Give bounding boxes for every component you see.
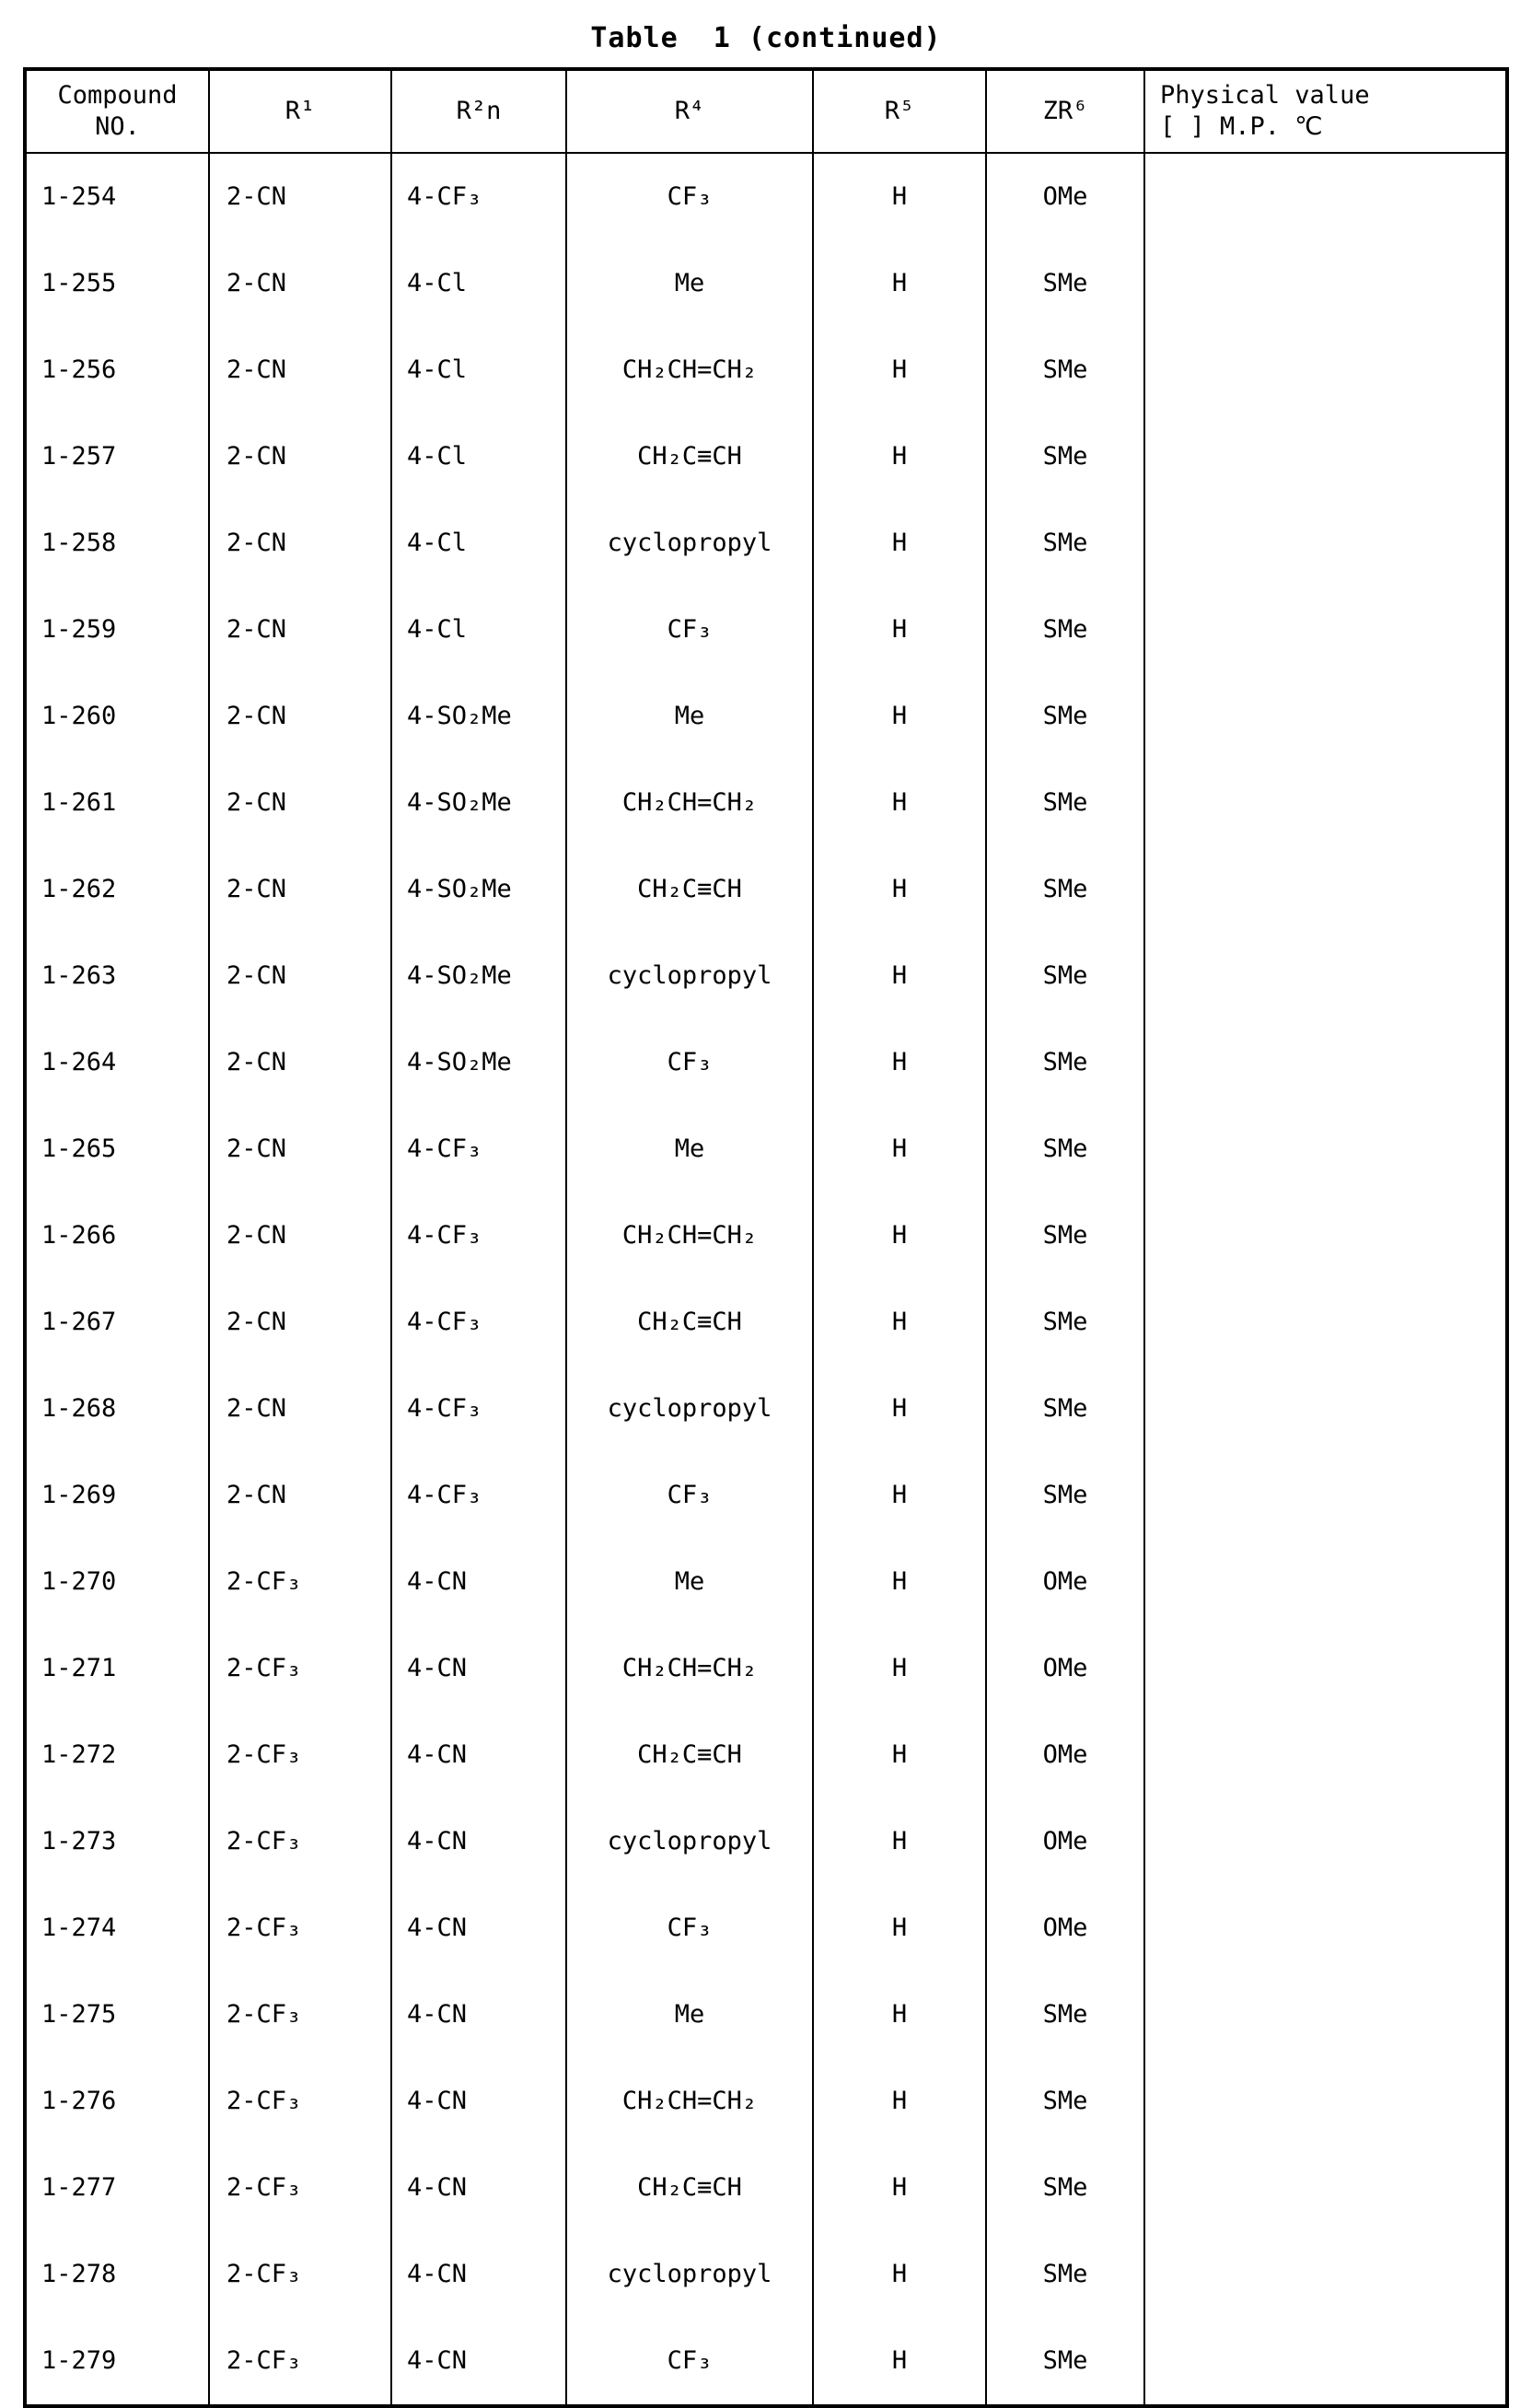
table-row: [25, 1798, 1507, 1885]
header-compound-no: Compound NO.: [25, 69, 209, 153]
r1-cell: 2-CF₃: [209, 1885, 391, 1972]
table-row: [25, 1019, 1507, 1106]
r2n-cell: 4-SO₂Me: [391, 760, 566, 846]
compound-no-cell: 1-273: [41, 1827, 117, 1856]
r1-cell: 2-CN: [209, 153, 391, 240]
r5-cell: H: [813, 500, 986, 587]
r2n-cell: 4-CF₃: [391, 1192, 566, 1279]
r2n-cell: 4-CF₃: [391, 1452, 566, 1539]
r2n-cell: 4-SO₂Me: [391, 933, 566, 1019]
zr6-cell: SMe: [986, 933, 1144, 1019]
r5-cell: H: [813, 1452, 986, 1539]
compound-no-cell: 1-259: [41, 615, 117, 645]
r4-cell: Me: [566, 240, 813, 327]
r5-cell: H: [813, 673, 986, 760]
r2n-cell: 4-CF₃: [391, 153, 566, 240]
table-row: [25, 1972, 1507, 2058]
compound-no-cell: 1-278: [41, 2260, 117, 2289]
zr6-cell: SMe: [986, 673, 1144, 760]
r2n-cell: 4-CF₃: [391, 1106, 566, 1192]
table-row: [25, 2058, 1507, 2145]
r5-cell: H: [813, 587, 986, 673]
header-r4: R⁴: [566, 69, 813, 153]
table-row: [25, 673, 1507, 760]
r2n-cell: 4-CN: [391, 1798, 566, 1885]
r1-cell: 2-CN: [209, 413, 391, 500]
zr6-cell: SMe: [986, 2145, 1144, 2231]
zr6-cell: SMe: [986, 1106, 1144, 1192]
r5-cell: H: [813, 760, 986, 846]
r4-cell: CH₂C≡CH: [566, 846, 813, 933]
r1-cell: 2-CF₃: [209, 1539, 391, 1625]
compound-table: [23, 67, 1509, 2408]
r5-cell: H: [813, 1366, 986, 1452]
r1-cell: 2-CF₃: [209, 1798, 391, 1885]
table-row: [25, 1452, 1507, 1539]
r2n-cell: 4-Cl: [391, 413, 566, 500]
physical-value-cell: [1144, 1625, 1507, 1712]
r1-cell: 2-CN: [209, 1106, 391, 1192]
zr6-cell: OMe: [986, 1712, 1144, 1798]
r1-cell: 2-CN: [209, 933, 391, 1019]
table-row: [25, 2145, 1507, 2231]
r1-cell: 2-CN: [209, 760, 391, 846]
compound-no-cell: 1-275: [41, 2000, 117, 2030]
physical-value-cell: [1144, 2231, 1507, 2318]
r1-cell: 2-CF₃: [209, 2318, 391, 2406]
r4-cell: CF₃: [566, 1885, 813, 1972]
compound-no-cell: 1-260: [41, 702, 117, 731]
zr6-cell: SMe: [986, 1972, 1144, 2058]
table-row: [25, 1539, 1507, 1625]
header-physical-value: Physical value [ ] M.P. ℃: [1144, 69, 1507, 153]
r5-cell: H: [813, 1885, 986, 1972]
zr6-cell: SMe: [986, 500, 1144, 587]
table-row: [25, 1106, 1507, 1192]
r4-cell: Me: [566, 1972, 813, 2058]
r4-cell: Me: [566, 1106, 813, 1192]
r1-cell: 2-CN: [209, 327, 391, 413]
r5-cell: H: [813, 846, 986, 933]
physical-value-cell: [1144, 587, 1507, 673]
r5-cell: H: [813, 2318, 986, 2406]
r4-cell: cyclopropyl: [566, 1366, 813, 1452]
physical-value-cell: [1144, 2318, 1507, 2406]
r4-cell: CF₃: [566, 153, 813, 240]
physical-value-cell: [1144, 1452, 1507, 1539]
r1-cell: 2-CN: [209, 1192, 391, 1279]
header-zr6: ZR⁶: [986, 69, 1144, 153]
r5-cell: H: [813, 1192, 986, 1279]
r4-cell: CH₂C≡CH: [566, 1712, 813, 1798]
r4-cell: CH₂CH=CH₂: [566, 1625, 813, 1712]
zr6-cell: SMe: [986, 1452, 1144, 1539]
r2n-cell: 4-SO₂Me: [391, 673, 566, 760]
table-row: [25, 587, 1507, 673]
r4-cell: CH₂CH=CH₂: [566, 327, 813, 413]
compound-no-cell: 1-257: [41, 442, 117, 471]
zr6-cell: SMe: [986, 760, 1144, 846]
compound-no-cell: 1-262: [41, 875, 117, 904]
header-r2n: R²n: [391, 69, 566, 153]
r1-cell: 2-CN: [209, 846, 391, 933]
compound-no-cell: 1-268: [41, 1394, 117, 1424]
zr6-cell: SMe: [986, 1192, 1144, 1279]
r4-cell: CF₃: [566, 1452, 813, 1539]
r4-cell: cyclopropyl: [566, 933, 813, 1019]
table-row: [25, 1192, 1507, 1279]
table-row: [25, 1885, 1507, 1972]
zr6-cell: OMe: [986, 153, 1144, 240]
compound-no-cell: 1-256: [41, 355, 117, 385]
zr6-cell: OMe: [986, 1539, 1144, 1625]
physical-value-cell: [1144, 1712, 1507, 1798]
compound-no-cell: 1-277: [41, 2173, 117, 2203]
table-title: Table 1 (continued): [590, 22, 942, 54]
table-body: [25, 153, 1507, 2406]
r4-cell: cyclopropyl: [566, 1798, 813, 1885]
r4-cell: CH₂C≡CH: [566, 2145, 813, 2231]
r1-cell: 2-CF₃: [209, 1972, 391, 2058]
compound-no-cell: 1-267: [41, 1308, 117, 1337]
table-row: [25, 1625, 1507, 1712]
r5-cell: H: [813, 1625, 986, 1712]
compound-no-cell: 1-272: [41, 1740, 117, 1770]
physical-value-cell: [1144, 933, 1507, 1019]
table-row: [25, 413, 1507, 500]
physical-value-cell: [1144, 413, 1507, 500]
r2n-cell: 4-CN: [391, 2058, 566, 2145]
zr6-cell: OMe: [986, 1625, 1144, 1712]
table-row: [25, 327, 1507, 413]
r1-cell: 2-CN: [209, 1019, 391, 1106]
table-row: [25, 1279, 1507, 1366]
r4-cell: Me: [566, 1539, 813, 1625]
table-row: [25, 240, 1507, 327]
physical-value-cell: [1144, 1192, 1507, 1279]
compound-no-cell: 1-261: [41, 788, 117, 818]
zr6-cell: SMe: [986, 1279, 1144, 1366]
r2n-cell: 4-Cl: [391, 587, 566, 673]
header-r5: R⁵: [813, 69, 986, 153]
r2n-cell: 4-Cl: [391, 500, 566, 587]
compound-no-cell: 1-266: [41, 1221, 117, 1251]
r5-cell: H: [813, 240, 986, 327]
r1-cell: 2-CN: [209, 240, 391, 327]
r5-cell: H: [813, 1712, 986, 1798]
r2n-cell: 4-Cl: [391, 240, 566, 327]
r4-cell: cyclopropyl: [566, 2231, 813, 2318]
r4-cell: CH₂CH=CH₂: [566, 760, 813, 846]
r5-cell: H: [813, 933, 986, 1019]
table-row: [25, 500, 1507, 587]
table-row: [25, 1712, 1507, 1798]
table-row: [25, 2318, 1507, 2406]
r1-cell: 2-CF₃: [209, 2145, 391, 2231]
physical-value-cell: [1144, 1106, 1507, 1192]
compound-no-cell: 1-255: [41, 269, 117, 298]
table-row: [25, 1366, 1507, 1452]
physical-value-cell: [1144, 673, 1507, 760]
r1-cell: 2-CN: [209, 1452, 391, 1539]
r4-cell: CH₂C≡CH: [566, 413, 813, 500]
r4-cell: CH₂CH=CH₂: [566, 2058, 813, 2145]
r5-cell: H: [813, 1019, 986, 1106]
physical-value-cell: [1144, 327, 1507, 413]
r1-cell: 2-CF₃: [209, 2231, 391, 2318]
r1-cell: 2-CN: [209, 1279, 391, 1366]
zr6-cell: OMe: [986, 1885, 1144, 1972]
table-row: [25, 846, 1507, 933]
compound-no-cell: 1-254: [41, 182, 117, 212]
r4-cell: CF₃: [566, 2318, 813, 2406]
r2n-cell: 4-CF₃: [391, 1279, 566, 1366]
zr6-cell: SMe: [986, 327, 1144, 413]
r1-cell: 2-CF₃: [209, 2058, 391, 2145]
physical-value-cell: [1144, 1972, 1507, 2058]
r5-cell: H: [813, 2145, 986, 2231]
r1-cell: 2-CN: [209, 1366, 391, 1452]
r2n-cell: 4-CN: [391, 2145, 566, 2231]
physical-value-cell: [1144, 1366, 1507, 1452]
r2n-cell: 4-CN: [391, 1972, 566, 2058]
r4-cell: CH₂C≡CH: [566, 1279, 813, 1366]
compound-no-cell: 1-265: [41, 1134, 117, 1164]
r5-cell: H: [813, 2231, 986, 2318]
physical-value-cell: [1144, 760, 1507, 846]
zr6-cell: SMe: [986, 2231, 1144, 2318]
compound-no-cell: 1-276: [41, 2087, 117, 2116]
r5-cell: H: [813, 2058, 986, 2145]
physical-value-cell: [1144, 2145, 1507, 2231]
r4-cell: Me: [566, 673, 813, 760]
compound-no-cell: 1-274: [41, 1914, 117, 1943]
r5-cell: H: [813, 413, 986, 500]
r2n-cell: 4-SO₂Me: [391, 846, 566, 933]
compound-no-cell: 1-279: [41, 2346, 117, 2376]
r2n-cell: 4-SO₂Me: [391, 1019, 566, 1106]
r1-cell: 2-CF₃: [209, 1625, 391, 1712]
zr6-cell: SMe: [986, 413, 1144, 500]
r2n-cell: 4-CF₃: [391, 1366, 566, 1452]
zr6-cell: SMe: [986, 1019, 1144, 1106]
zr6-cell: SMe: [986, 846, 1144, 933]
compound-no-cell: 1-263: [41, 961, 117, 991]
zr6-cell: SMe: [986, 1366, 1144, 1452]
r5-cell: H: [813, 1106, 986, 1192]
physical-value-cell: [1144, 500, 1507, 587]
r1-cell: 2-CN: [209, 673, 391, 760]
r1-cell: 2-CN: [209, 500, 391, 587]
zr6-cell: OMe: [986, 1798, 1144, 1885]
r5-cell: H: [813, 153, 986, 240]
physical-value-cell: [1144, 153, 1507, 240]
table-row: [25, 153, 1507, 240]
r2n-cell: 4-CN: [391, 1539, 566, 1625]
r2n-cell: 4-CN: [391, 1712, 566, 1798]
r2n-cell: 4-CN: [391, 1625, 566, 1712]
table-header-row: [25, 69, 1507, 153]
compound-no-cell: 1-269: [41, 1481, 117, 1510]
zr6-cell: SMe: [986, 240, 1144, 327]
physical-value-cell: [1144, 1279, 1507, 1366]
table-row: [25, 760, 1507, 846]
compound-no-cell: 1-258: [41, 529, 117, 558]
r5-cell: H: [813, 327, 986, 413]
r2n-cell: 4-CN: [391, 2318, 566, 2406]
physical-value-cell: [1144, 1798, 1507, 1885]
zr6-cell: SMe: [986, 2058, 1144, 2145]
physical-value-cell: [1144, 1885, 1507, 1972]
r2n-cell: 4-Cl: [391, 327, 566, 413]
zr6-cell: SMe: [986, 587, 1144, 673]
physical-value-cell: [1144, 2058, 1507, 2145]
header-r1: R¹: [209, 69, 391, 153]
physical-value-cell: [1144, 1019, 1507, 1106]
physical-value-cell: [1144, 240, 1507, 327]
r5-cell: H: [813, 1972, 986, 2058]
r2n-cell: 4-CN: [391, 1885, 566, 1972]
r5-cell: H: [813, 1539, 986, 1625]
compound-no-cell: 1-270: [41, 1567, 117, 1597]
r4-cell: CF₃: [566, 1019, 813, 1106]
r5-cell: H: [813, 1279, 986, 1366]
r5-cell: H: [813, 1798, 986, 1885]
r4-cell: CF₃: [566, 587, 813, 673]
r2n-cell: 4-CN: [391, 2231, 566, 2318]
r4-cell: CH₂CH=CH₂: [566, 1192, 813, 1279]
table-row: [25, 2231, 1507, 2318]
physical-value-cell: [1144, 846, 1507, 933]
r4-cell: cyclopropyl: [566, 500, 813, 587]
r1-cell: 2-CN: [209, 587, 391, 673]
r1-cell: 2-CF₃: [209, 1712, 391, 1798]
physical-value-cell: [1144, 1539, 1507, 1625]
table-row: [25, 933, 1507, 1019]
compound-no-cell: 1-271: [41, 1654, 117, 1683]
compound-no-cell: 1-264: [41, 1048, 117, 1077]
zr6-cell: SMe: [986, 2318, 1144, 2406]
